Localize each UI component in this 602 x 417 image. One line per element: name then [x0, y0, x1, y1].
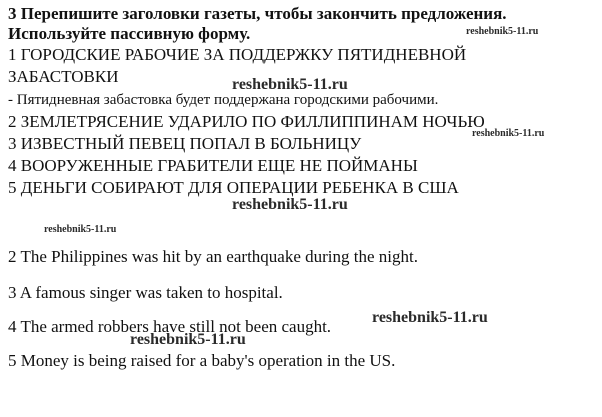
task-title-line-2: Используйте пассивную форму. [8, 24, 251, 43]
answer-3: 3 A famous singer was taken to hospital. [8, 283, 283, 302]
headline-1b: ЗАБАСТОВКИ [8, 67, 119, 86]
watermark: reshebnik5-11.ru [466, 26, 539, 37]
answer-2: 2 The Philippines was hit by an earthquake during the night. [8, 247, 418, 266]
watermark: reshebnik5-11.ru [130, 331, 246, 348]
answer-4: 4 The armed robbers have still not been caught. [8, 317, 332, 336]
watermark: reshebnik5-11.ru [232, 196, 348, 213]
watermark: reshebnik5-11.ru [472, 128, 545, 139]
watermark: reshebnik5-11.ru [372, 309, 488, 326]
watermark: reshebnik5-11.ru [44, 224, 117, 235]
headline-5: 5 ДЕНЬГИ СОБИРАЮТ ДЛЯ ОПЕРАЦИИ РЕБЕНКА В США [8, 178, 459, 197]
example-answer: - Пятидневная забастовка будет поддержана городскими рабочими. [8, 92, 439, 108]
headline-3: 3 ИЗВЕСТНЫЙ ПЕВЕЦ ПОПАЛ В БОЛЬНИЦУ [8, 134, 362, 153]
headline-1a: 1 ГОРОДСКИЕ РАБОЧИЕ ЗА ПОДДЕРЖКУ ПЯТИДНЕВНОЙ [8, 45, 467, 64]
headline-2: 2 ЗЕМЛЕТРЯСЕНИЕ УДАРИЛО ПО ФИЛЛИППИНАМ НОЧЬЮ [8, 112, 485, 131]
watermark: reshebnik5-11.ru [232, 76, 348, 93]
headline-4: 4 ВООРУЖЕННЫЕ ГРАБИТЕЛИ ЕЩЕ НЕ ПОЙМАНЫ [8, 156, 418, 175]
task-title-line-1: 3 Перепишите заголовки газеты, чтобы закончить предложения. [8, 4, 507, 23]
answer-5: 5 Money is being raised for a baby's operation in the US. [8, 351, 396, 370]
